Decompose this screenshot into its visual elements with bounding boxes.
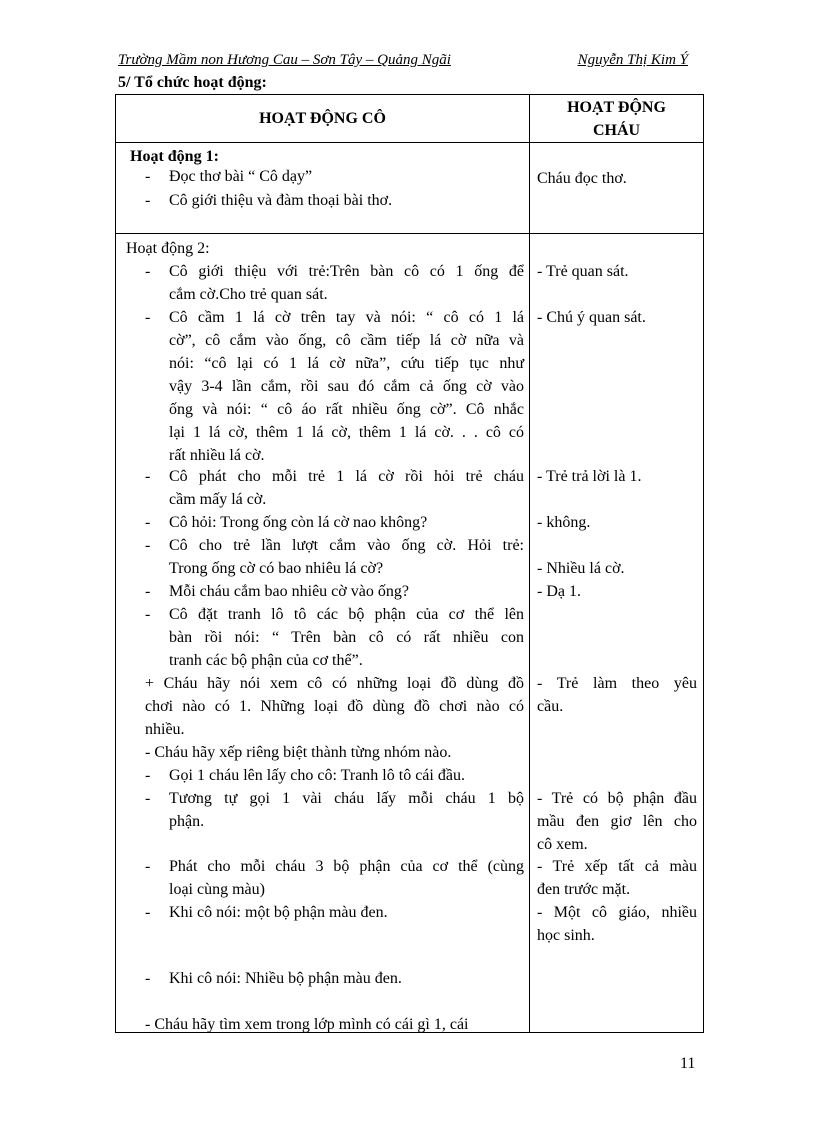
activity-2-line: Tương tự gọi 1 vài cháu lấy mỗi cháu 1 bộ: [169, 790, 524, 807]
activity-2-line: cắm cờ.Cho trẻ quan sát.: [169, 286, 328, 303]
row-divider-header: [116, 142, 703, 143]
author-name: Nguyễn Thị Kim Ý: [577, 52, 688, 68]
activity-2-line: Khi cô nói: Nhiều bộ phận màu đen.: [169, 970, 402, 987]
row-divider-activity-1: [116, 233, 703, 234]
activity-2-line: nói: “cô lại có 1 lá cờ nữa”, cứu tiếp tục như: [169, 355, 524, 372]
child-response: cô xem.: [537, 836, 588, 853]
activity-2-line: Cô cho trẻ lần lượt cắm vào ống cờ. Hỏi trẻ:: [169, 537, 524, 554]
bullet: -: [145, 904, 151, 921]
col-header-child-line1: HOẠT ĐỘNG: [567, 99, 666, 116]
child-response: - không.: [537, 514, 591, 531]
bullet: -: [145, 263, 151, 280]
page-header: [118, 52, 688, 72]
bullet: -: [145, 606, 151, 623]
activity-2-line: Khi cô nói: một bộ phận màu đen.: [169, 904, 388, 921]
activity-2-line: cờ”, cô cắm vào ống, cô cầm tiếp lá cờ nữa và: [169, 332, 524, 349]
child-response: - Trẻ xếp tất cả màu: [537, 858, 697, 875]
activity-2-line: rất nhiều lá cờ.: [169, 447, 265, 464]
activity-2-title: Hoạt động 2:: [126, 240, 210, 257]
bullet: -: [145, 309, 151, 326]
activity-2-line: + Cháu hãy nói xem cô có những loại đồ dùng đồ: [145, 675, 524, 692]
activity-2-line: Cô hỏi: Trong ống còn lá cờ nao không?: [169, 514, 428, 531]
activity-2-line: lại 1 lá cờ, thêm 1 lá cờ, thêm 1 lá cờ. . . cô có: [169, 424, 524, 441]
bullet: -: [145, 858, 151, 875]
child-response: - Dạ 1.: [537, 583, 581, 600]
col-header-teacher: HOẠT ĐỘNG CÔ: [259, 110, 386, 127]
activity-2-line: vậy 3-4 lần cắm, rồi sau đó cắm cả ống cờ vào: [169, 378, 524, 395]
activity-2-line: Cô cầm 1 lá cờ trên tay và nói: “ cô có 1 lá: [169, 309, 524, 326]
child-response: - Một cô giáo, nhiều: [537, 904, 697, 921]
activity-1-item: Đọc thơ bài “ Cô dạy”: [169, 168, 313, 185]
child-response: - Chú ý quan sát.: [537, 309, 646, 326]
activity-1-title: Hoạt động 1:: [130, 148, 219, 165]
activity-2-line: chơi nào có 1. Những loại đồ dùng đồ chơi nào có: [145, 698, 524, 715]
bullet: -: [145, 583, 151, 600]
activity-2-line: - Cháu hãy xếp riêng biệt thành từng nhóm nào.: [145, 744, 452, 761]
child-response: - Trẻ có bộ phận đầu: [537, 790, 697, 807]
activity-2-line: Mỗi cháu cắm bao nhiêu cờ vào ống?: [169, 583, 409, 600]
activity-2-line: Phát cho mỗi cháu 3 bộ phận của cơ thể (cùng: [169, 858, 524, 875]
activity-2-line: Cô phát cho mỗi trẻ 1 lá cờ rồi hỏi trẻ cháu: [169, 468, 524, 485]
column-divider: [529, 95, 530, 1032]
bullet: -: [145, 970, 151, 987]
bullet: -: [145, 168, 151, 185]
activity-2-line: bàn rồi nói: “ Trên bàn cô có rất nhiều con: [169, 629, 524, 646]
activity-2-line: Cô giới thiệu với trẻ:Trên bàn cô có 1 ống để: [169, 263, 524, 280]
activity-2-line: loại cùng màu): [169, 881, 265, 898]
activity-2-line: nhiều.: [145, 721, 185, 738]
child-response: - Nhiều lá cờ.: [537, 560, 625, 577]
bullet: -: [145, 790, 151, 807]
page-number: 11: [680, 1055, 696, 1072]
activity-1-child: Cháu đọc thơ.: [537, 170, 627, 187]
activity-2-line: ống và nói: “ cô áo rất nhiều ống cờ”. Cô nhắc: [169, 401, 524, 418]
child-response: cầu.: [537, 698, 564, 715]
child-response: - Trẻ quan sát.: [537, 263, 629, 280]
school-name: Trường Mầm non Hương Cau – Sơn Tây – Quảng Ngãi: [118, 52, 451, 68]
bullet: -: [145, 468, 151, 485]
activity-2-line: Trong ống cờ có bao nhiêu lá cờ?: [169, 560, 384, 577]
bullet: -: [145, 514, 151, 531]
activity-2-line: cầm mấy lá cờ.: [169, 491, 267, 508]
activity-2-line: Gọi 1 cháu lên lấy cho cô: Tranh lô tô cái đầu.: [169, 767, 465, 784]
bullet: -: [145, 767, 151, 784]
child-response: - Trẻ làm theo yêu: [537, 675, 697, 692]
bullet: -: [145, 192, 151, 209]
activity-2-line: Cô đặt tranh lô tô các bộ phận của cơ thể lên: [169, 606, 524, 623]
child-response: - Trẻ trả lời là 1.: [537, 468, 642, 485]
col-header-child-line2: CHÁU: [592, 122, 641, 139]
activity-2-line: - Cháu hãy tìm xem trong lớp mình có cái gì 1, cái: [145, 1016, 469, 1033]
child-response: mầu đen giơ lên cho: [537, 813, 697, 830]
bullet: -: [145, 537, 151, 554]
activity-2-line: phận.: [169, 813, 205, 830]
activity-1-item: Cô giới thiệu và đàm thoại bài thơ.: [169, 192, 393, 209]
activity-2-line: tranh các bộ phận của cơ thể”.: [169, 652, 363, 669]
child-response: đen trước mặt.: [537, 881, 631, 898]
section-title: 5/ Tổ chức hoạt động:: [118, 74, 267, 91]
activity-table: [115, 94, 704, 1033]
child-response: học sinh.: [537, 927, 595, 944]
